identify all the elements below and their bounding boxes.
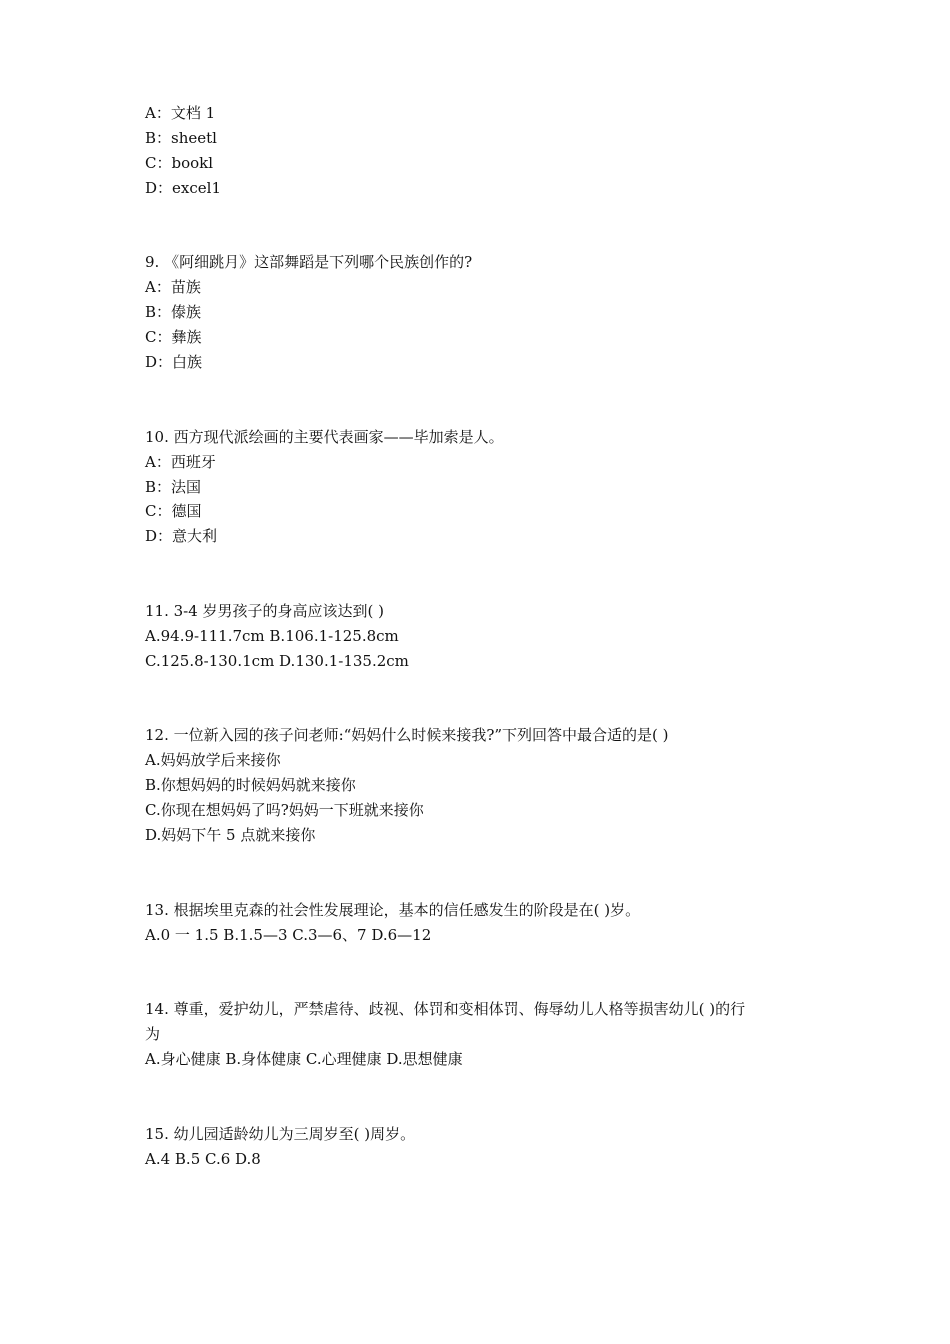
q8-option-a: A：文档 1: [145, 104, 216, 122]
q9-text: 9. 《阿细跳月》这部舞蹈是下列哪个民族创作的?: [145, 253, 473, 271]
q13-text: 13. 根据埃里克森的社会性发展理论，基本的信任感发生的阶段是在( )岁。: [145, 901, 641, 919]
q8-option-b: B：sheetl: [145, 129, 217, 147]
q9-option-b: B：傣族: [145, 303, 202, 321]
q10-option-a: A：西班牙: [145, 453, 216, 471]
q10-option-b: B：法国: [145, 478, 202, 496]
q11-options-cd: C.125.8-130.1cm D.130.1-135.2cm: [145, 652, 409, 670]
q9-option-d: D：白族: [145, 353, 203, 371]
q14-text-line1: 14. 尊重，爱护幼儿，严禁虐待、歧视、体罚和变相体罚、侮辱幼儿人格等损害幼儿( )的行: [145, 1000, 746, 1018]
q13-options: A.0 一 1.5 B.1.5—3 C.3—6、7 D.6—12: [145, 926, 432, 944]
q15-text: 15. 幼儿园适龄幼儿为三周岁至( )周岁。: [145, 1125, 416, 1143]
q11-options-ab: A.94.9-111.7cm B.106.1-125.8cm: [145, 627, 399, 645]
q12-option-c: C.你现在想妈妈了吗?妈妈一下班就来接你: [145, 801, 424, 819]
q12-option-d: D.妈妈下午 5 点就来接你: [145, 826, 316, 844]
q14-options: A.身心健康 B.身体健康 C.心理健康 D.思想健康: [145, 1050, 463, 1068]
q8-option-d: D：excel1: [145, 179, 221, 197]
q9-option-a: A：苗族: [145, 278, 201, 296]
q8-option-c: C：bookl: [145, 154, 214, 172]
q15-options: A.4 B.5 C.6 D.8: [145, 1150, 261, 1168]
q14-text-line2: 为: [145, 1025, 161, 1043]
q12-option-a: A.妈妈放学后来接你: [145, 751, 281, 769]
q10-text: 10. 西方现代派绘画的主要代表画家——毕加索是人。: [145, 428, 504, 446]
q12-option-b: B.你想妈妈的时候妈妈就来接你: [145, 776, 356, 794]
q10-option-d: D：意大利: [145, 527, 218, 545]
q10-option-c: C：德国: [145, 502, 202, 520]
q11-text: 11. 3-4 岁男孩子的身高应该达到( ): [145, 602, 385, 620]
q12-text: 12. 一位新入园的孩子问老师:“妈妈什么时候来接我?”下列回答中最合适的是( ): [145, 726, 669, 744]
q9-option-c: C：彝族: [145, 328, 202, 346]
